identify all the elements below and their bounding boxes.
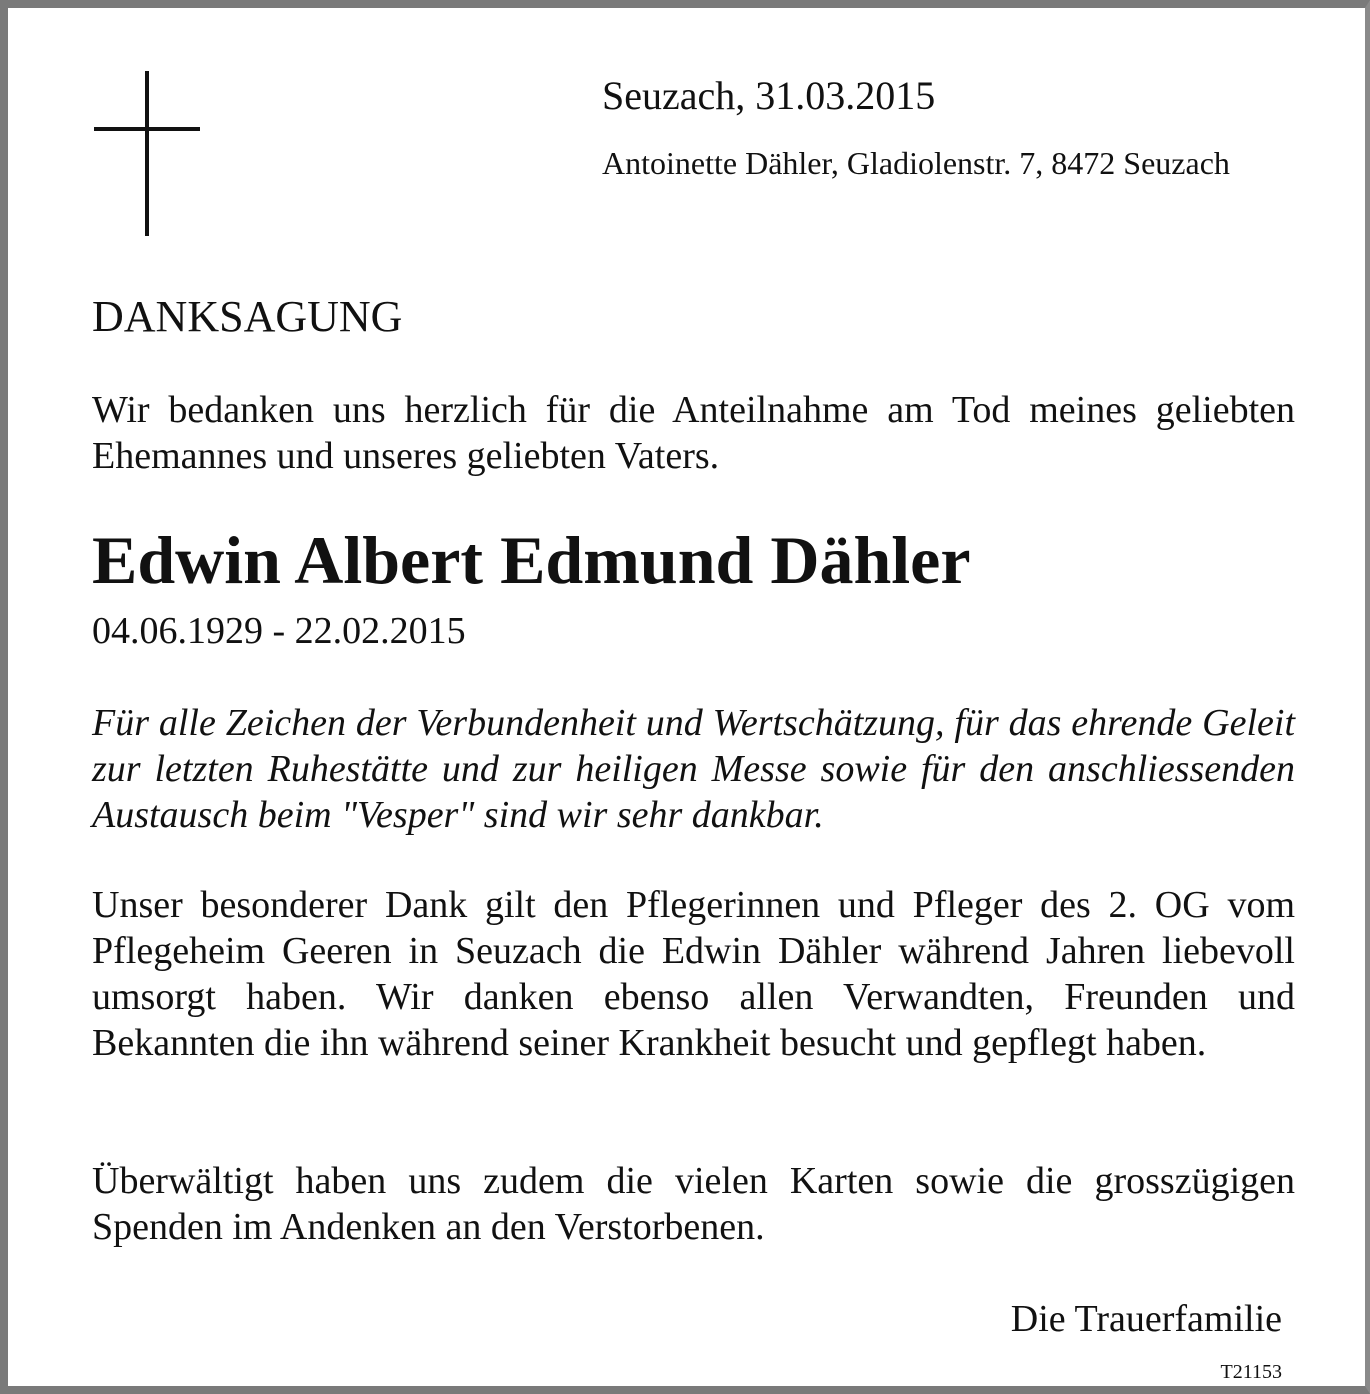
- cross-horizontal-bar: [94, 127, 200, 131]
- signature: Die Trauerfamilie: [1010, 1298, 1282, 1340]
- italic-paragraph: Für alle Zeichen der Verbundenheit und Wertschätzung, für das ehrende Geleit zur letzten Ruhestätte und zur heiligen Messe sowie für den anschliessenden Austausch beim "Vesper" sind wir sehr dankbar.: [92, 702, 1295, 836]
- notice-heading: DANKSAGUNG: [92, 292, 403, 341]
- intro-paragraph: Wir bedanken uns herzlich für die Anteilnahme am Tod meines geliebten Ehemannes und unseres geliebten Vaters.: [92, 389, 1295, 477]
- life-dates: 04.06.1929 - 22.02.2015: [92, 610, 466, 652]
- sender-address: Antoinette Dähler, Gladiolenstr. 7, 8472 Seuzach: [602, 145, 1230, 181]
- cross-vertical-bar: [145, 71, 149, 236]
- place-date: Seuzach, 31.03.2015: [602, 73, 936, 118]
- deceased-name: Edwin Albert Edmund Dähler: [92, 522, 971, 598]
- overwhelm-paragraph: Überwältigt haben uns zudem die vielen Karten sowie die grosszügigen Spenden im Andenken an den Verstorbenen.: [92, 1160, 1295, 1248]
- thanks-paragraph: Unser besonderer Dank gilt den Pflegerinnen und Pfleger des 2. OG vom Pflegeheim Geeren in Seuzach die Edwin Dähler während Jahren liebevoll umsorgt haben. Wir danken ebenso allen Verwandten, Freunden und Bekannten die ihn während seiner Krankheit besucht und gepflegt haben.: [92, 884, 1295, 1064]
- reference-code: T21153: [1220, 1361, 1282, 1383]
